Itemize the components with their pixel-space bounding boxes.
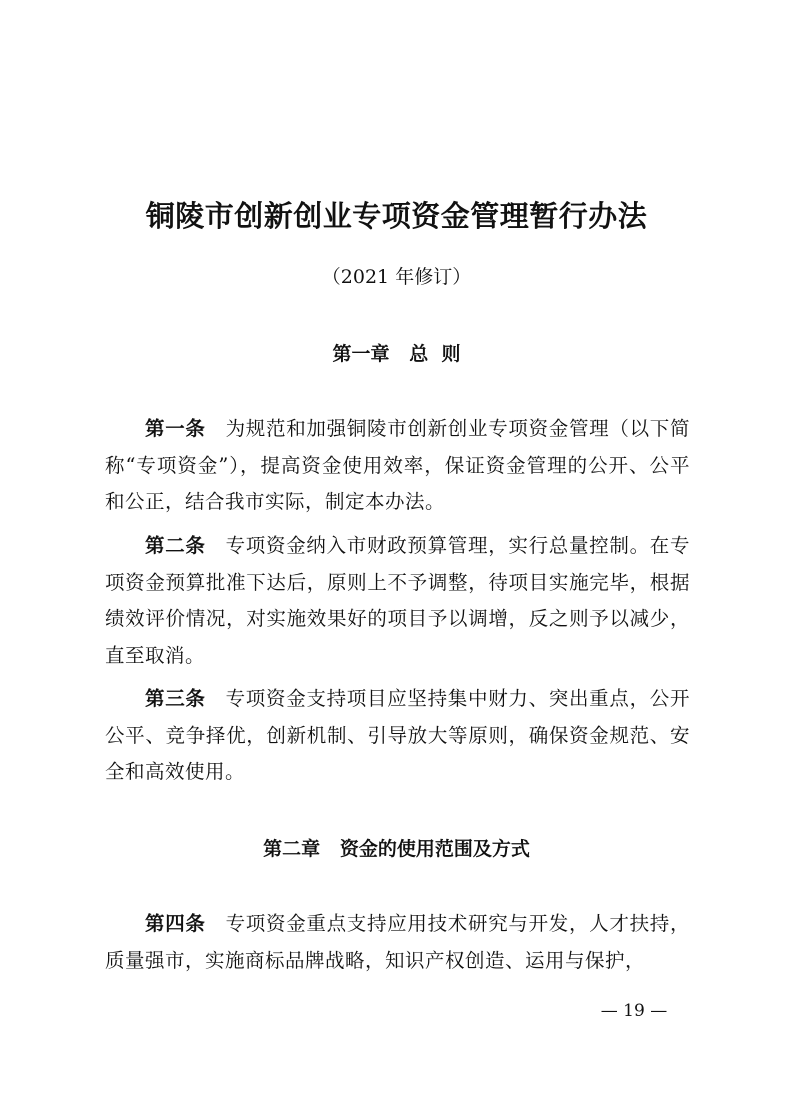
chapter-heading-2: 第二章 资金的使用范围及方式 [263,838,530,860]
article-text: 为规范和加强铜陵市创新创业专项资金管理（以下简称“专项资金”），提高资金使用效率，保证资金管理的公开、公平和公正，结合我市实际，制定本办法。 [105,417,690,513]
article-label: 第三条 [145,687,206,710]
article-1 [105,411,690,521]
article-label: 第二条 [145,534,206,557]
chapter-heading-1: 第一章 总 则 [332,343,461,365]
article-text: 专项资金重点支持应用技术研究与开发，人才扶持，质量强市，实施商标品牌战略，知识产权创造、运用与保护， [105,912,690,972]
article-4 [105,906,690,979]
article-label: 第一条 [145,417,206,440]
page-number: — 19 — [600,1001,668,1021]
document-subtitle: （2021 年修订） [321,266,472,288]
article-text: 专项资金支持项目应坚持集中财力、突出重点，公开公平、竞争择优，创新机制、引导放大等原则，确保资金规范、安全和高效使用。 [105,687,690,783]
article-2 [105,528,690,674]
document-title: 铜陵市创新创业专项资金管理暂行办法 [145,199,648,233]
article-label: 第四条 [145,912,206,935]
article-text: 专项资金纳入市财政预算管理，实行总量控制。在专项资金预算批准下达后，原则上不予调整，待项目实施完毕，根据绩效评价情况，对实施效果好的项目予以调增，反之则予以减少，直至取消。 [105,534,690,667]
article-3 [105,681,690,791]
